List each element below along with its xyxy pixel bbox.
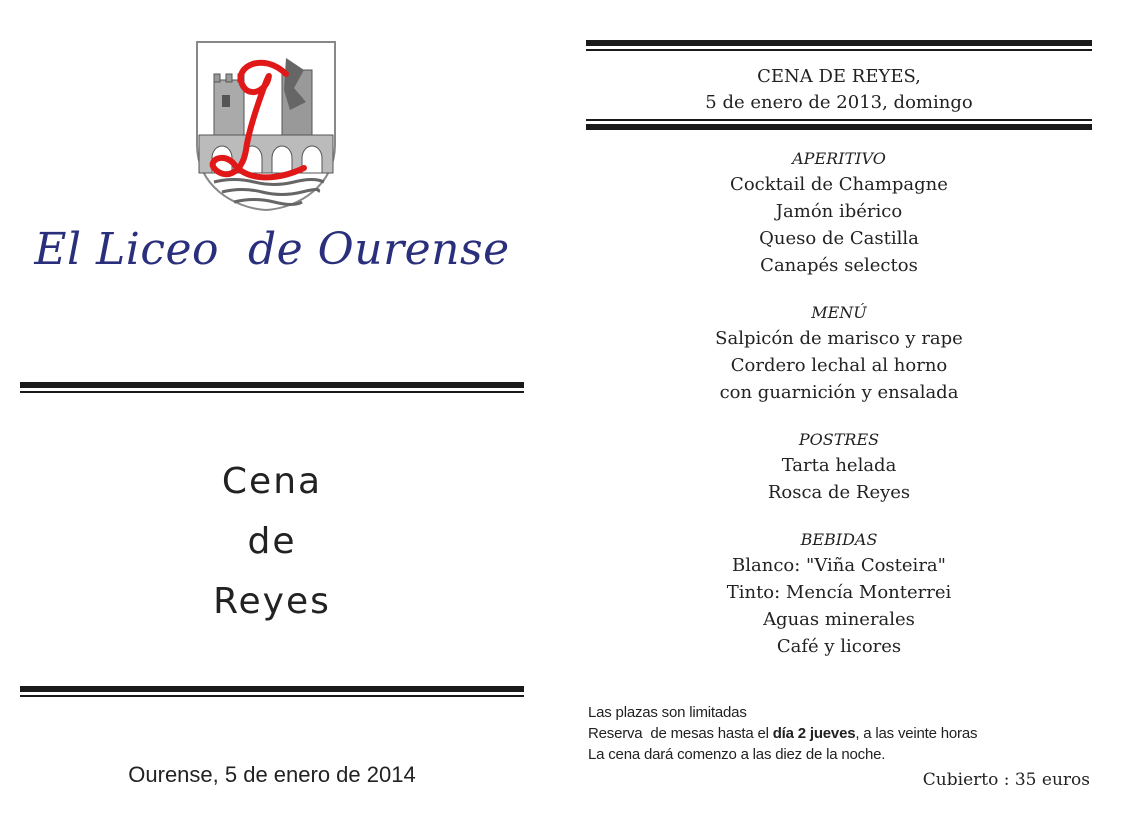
divider-rule [586,124,1092,130]
cover-title [20,452,524,632]
club-name: El Liceo de Ourense [34,224,510,275]
reservation-deadline: día 2 jueves [772,725,856,742]
notes-text: Reserva de mesas hasta el [588,725,773,742]
menu-item: Tinto: Mencía Monterrei [726,582,952,603]
menu-section [586,301,1092,406]
divider-rule [586,119,1092,121]
menu-section [586,528,1092,660]
menu-item: Café y licores [776,636,902,657]
menu-item: Aguas minerales [763,609,915,630]
menu-item: Cordero lechal al horno [730,355,948,376]
notes-text: , a las veinte horas [855,725,978,742]
reservation-notes [588,702,1088,765]
divider-rule [20,391,524,393]
cover-title-line: Reyes [213,581,331,622]
notes-line: La cena dará comenzo a las diez de la noche. [588,746,886,763]
menu-list [586,147,1092,682]
section-title: MENÚ [811,303,867,322]
menu-item: Salpicón de marisco y rape [715,328,963,349]
notes-line [588,723,1088,744]
cover-title-line: Cena [221,461,323,502]
menu-item: Blanco: "Viña Costeira" [732,555,946,576]
menu-item: Jamón ibérico [775,201,903,222]
divider-rule [586,40,1092,46]
menu-section [586,147,1092,279]
divider-rule [20,695,524,697]
divider-rule [586,49,1092,51]
menu-item: Queso de Castilla [759,228,919,249]
cover-title-line: de [247,521,297,562]
place-date: Ourense, 5 de enero de 2014 [128,762,416,787]
event-header [586,64,1092,116]
divider-rule [20,686,524,692]
event-date: 5 de enero de 2013, domingo [705,92,973,113]
menu-item: Rosca de Reyes [767,482,911,503]
event-title: CENA DE REYES, [757,66,921,87]
section-title: POSTRES [798,430,880,449]
menu-item: con guarnición y ensalada [719,382,959,403]
club-crest-logo [194,40,338,212]
menu-section [586,428,1092,506]
price: Cubierto : 35 euros [922,770,1090,790]
menu-item: Cocktail de Champagne [730,174,948,195]
section-title: BEBIDAS [800,530,878,549]
menu-item: Tarta helada [781,455,897,476]
notes-line: Las plazas son limitadas [588,704,747,721]
menu-item: Canapés selectos [760,255,918,276]
divider-rule [20,382,524,388]
section-title: APERITIVO [792,149,886,168]
